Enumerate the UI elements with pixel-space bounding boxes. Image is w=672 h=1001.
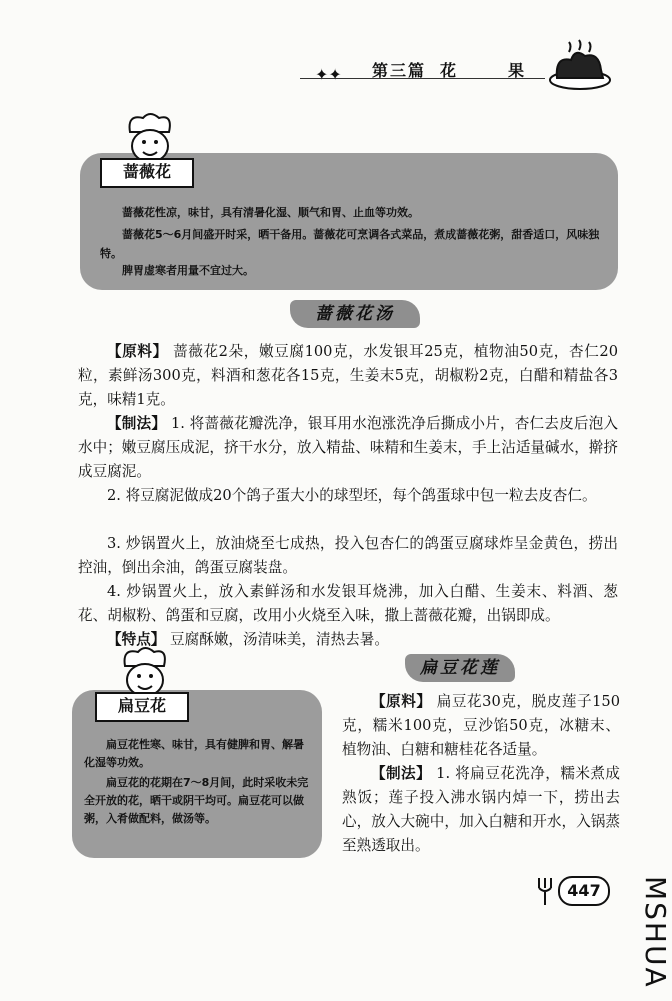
bean-info-paragraph: 扁豆花的花期在7～8月间，此时采收未完全开放的花，晒干或阴干均可。扁豆花可以做粥，入肴做配料，做汤等。 — [84, 776, 309, 825]
ingredients-label: 【原料】 — [107, 343, 168, 360]
recipe-title: 蔷薇花汤 — [290, 300, 420, 328]
recipe-title: 扁豆花莲 — [405, 654, 515, 682]
rose-sign: 蔷薇花 — [100, 158, 194, 188]
ingredients-text: 蔷薇花2朵，嫩豆腐100克，水发银耳25克，植物油50克，杏仁20粒，素鲜汤300克，料酒和葱花各15克，生姜末5克，胡椒粉2克，白醋和精盐各3克，味精1克。 — [78, 343, 618, 408]
chef-hat-icon — [545, 42, 615, 92]
ingredients-paragraph — [342, 690, 620, 762]
ingredients-paragraph — [78, 340, 618, 412]
ingredients-label: 【原料】 — [371, 693, 432, 710]
rose-info-paragraph: 蔷薇花5～6月间盛开时采，晒干备用。蔷薇花可烹调各式菜品，煮成蔷薇花粥，甜香适口，风味独特。 — [100, 228, 600, 260]
feature-label: 【特点】 — [107, 631, 166, 648]
watermark: MSHUA — [639, 876, 672, 989]
method-step: 2. 将豆腐泥做成20个鸽子蛋大小的球型坯，每个鸽蛋球中包一粒去皮杏仁。 — [107, 487, 597, 504]
ingredients-text: 扁豆花30克，脱皮莲子150克，糯米100克，豆沙馅50克，冰糖末、植物油、白糖和糖桂花各适量。 — [342, 693, 620, 758]
fork-icon — [535, 876, 555, 906]
bean-info-paragraph: 扁豆花性寒、味甘，具有健脾和胃、解暑化湿等功效。 — [84, 738, 304, 769]
rose-info-paragraph: 脾胃虚寒者用量不宜过大。 — [122, 264, 254, 277]
rose-info-paragraph: 蔷薇花性凉，味甘，具有清暑化湿、顺气和胃、止血等功效。 — [122, 206, 419, 219]
page-number: 447 — [558, 876, 610, 906]
method-paragraph — [78, 412, 618, 484]
method-step: 4. 炒锅置火上，放入素鲜汤和水发银耳烧沸，加入白醋、生姜末、料酒、葱花、胡椒粉、鸽蛋和豆腐，改用小火烧至入味，撒上蔷薇花瓣，出锅即成。 — [78, 583, 618, 624]
method-label: 【制法】 — [371, 765, 432, 782]
feature-text: 豆腐酥嫩，汤清味美，清热去暑。 — [170, 631, 389, 648]
method-step: 3. 炒锅置火上，放油烧至七成热，投入包杏仁的鸽蛋豆腐球炸呈金黄色，捞出控油，倒出余油，鸽蛋豆腐装盘。 — [78, 535, 618, 576]
header-rule — [300, 78, 545, 79]
bean-sign: 扁豆花 — [95, 692, 189, 722]
header-section: 第三篇 — [372, 61, 427, 80]
header-category: 花 果 — [440, 61, 543, 80]
method-step: 1. 将扁豆花洗净，糯米煮成熟饭；莲子投入沸水锅内焯一下，捞出去心，放入大碗中，加入白糖和开水，入锅蒸至熟透取出。 — [342, 765, 620, 854]
method-paragraph — [342, 762, 620, 858]
method-label: 【制法】 — [107, 415, 167, 432]
method-step: 1. 将蔷薇花瓣洗净，银耳用水泡涨洗净后撕成小片，杏仁去皮后泡入水中；嫩豆腐压成泥，挤干水分，放入精盐、味精和生姜末，手上沾适量碱水，擀挤成豆腐泥。 — [78, 415, 618, 480]
stars-icon: ✦✦ — [315, 65, 342, 84]
